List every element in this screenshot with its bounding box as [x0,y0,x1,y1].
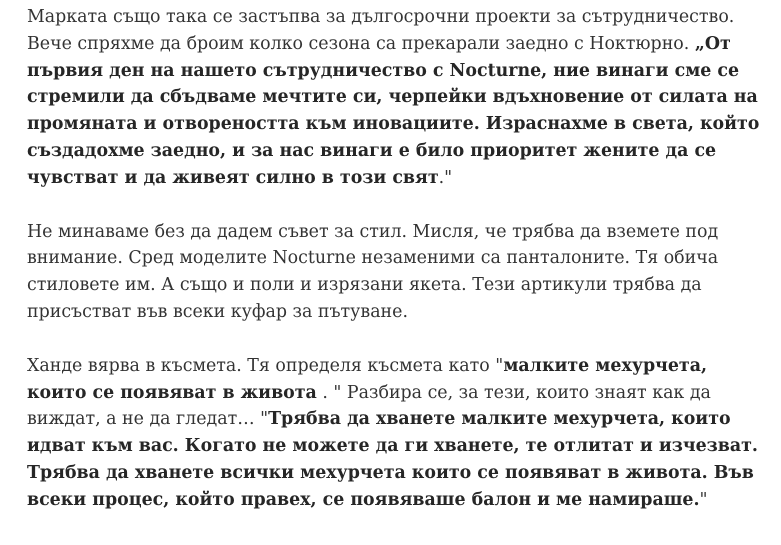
paragraph-luck [27,353,772,514]
quote-run: Трябва да хванете малките мехурчета, които идват към вас. Когато не можете да ги хванете, те отлитат и изчезват. Трябва да хванете всички мехурчета които се появяват в живота. Във всеки процес, който правех, се появяваше балон и ме намираше. [27,409,758,510]
quote-run: „От първия ден на нашето сътрудничество с Nocturne, ние винаги сме се стремили да сбъдваме мечтите си, черпейки вдъхновение от силата на промяната и отвореността към иновациите. Израснахме в света, който създадохме заедно, и за нас винаги е било приоритет жените да се чувстват и да живеят силно в този свят [27,33,760,188]
text-run: . " Разбира се, за тези, които знаят как да виждат, а не да гледат… " [27,382,711,430]
text-run: Не минаваме без да дадем съвет за стил. Мисля, че трябва да вземете под внимание. Сред моделите Nocturne незаменими са панталоните. Тя обича стиловете им. А също и поли и изрязани якета. Тези артикули трябва да присъстват във всеки куфар за пътуване. [27,221,719,322]
quote-run: малките мехурчета, които се появяват в живота [27,355,708,403]
text-run: " [699,489,708,510]
text-run: ." [438,167,453,188]
text-run: Ханде вярва в късмета. Тя определя късмета като " [27,355,504,376]
paragraph-collaboration [27,4,772,192]
paragraph-style-advice [27,219,772,326]
text-run: Марката също така се застъпва за дългосрочни проекти за сътрудничество. Вече спряхме да броим колко сезона са прекарали заедно с Ноктюрно. [27,7,735,54]
